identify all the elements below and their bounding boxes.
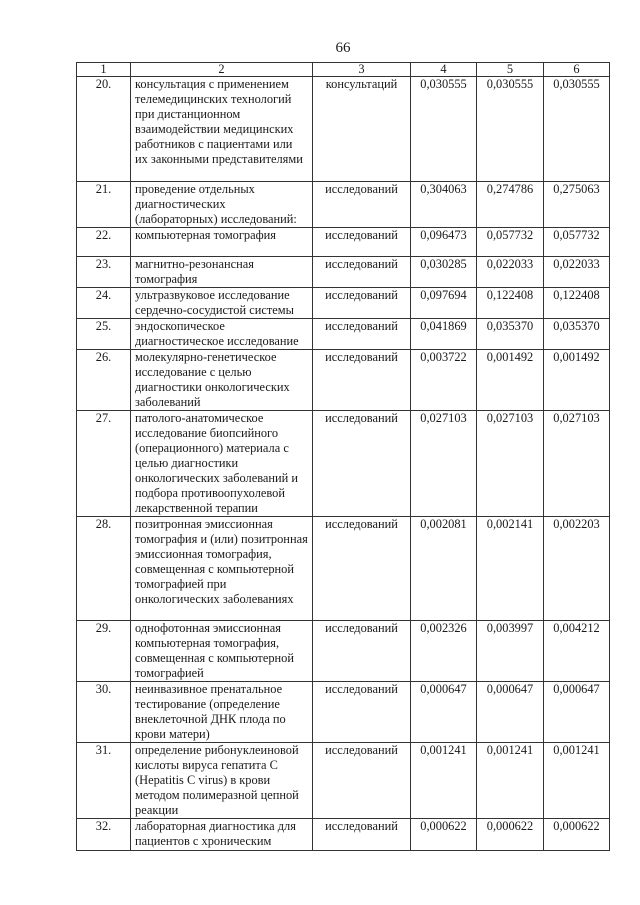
value-col-5: 0,274786 [477,182,544,228]
value-col-6: 0,004212 [544,621,610,682]
unit-of-measure: исследований [313,319,411,350]
unit-of-measure: исследований [313,228,411,257]
value-col-6: 0,001241 [544,743,610,819]
unit-of-measure: исследований [313,350,411,411]
value-col-6: 0,030555 [544,77,610,182]
page-number: 66 [335,40,351,56]
column-header-4: 4 [411,63,477,77]
service-name: определение рибонуклеиновой кислоты вируса гепатита C (Hepatitis C virus) в крови методом полимеразной цепной реакции [131,743,313,819]
value-col-5: 0,001241 [477,743,544,819]
value-col-5: 0,003997 [477,621,544,682]
service-name: эндоскопическое диагностическое исследование [131,319,313,350]
service-name: лабораторная диагностика для пациентов с хроническим [131,819,313,851]
service-name: магнитно-резонансная томография [131,257,313,288]
value-col-5: 0,035370 [477,319,544,350]
value-col-6: 0,001492 [544,350,610,411]
row-number: 28. [77,517,131,621]
service-name: патолого-анатомическое исследование биопсийного (операционного) материала с целью диагностики онкологических заболеваний и подбора противоопухолевой лекарственной терапии [131,411,313,517]
column-header-1: 1 [77,63,131,77]
unit-of-measure: исследований [313,517,411,621]
row-number: 22. [77,228,131,257]
value-col-4: 0,000647 [411,682,477,743]
value-col-5: 0,001492 [477,350,544,411]
table-row [77,288,610,319]
unit-of-measure: исследований [313,682,411,743]
column-header-5: 5 [477,63,544,77]
value-col-4: 0,097694 [411,288,477,319]
table-row [77,319,610,350]
row-number: 30. [77,682,131,743]
table-row [77,743,610,819]
value-col-6: 0,002203 [544,517,610,621]
row-number: 27. [77,411,131,517]
value-col-4: 0,304063 [411,182,477,228]
value-col-4: 0,030555 [411,77,477,182]
unit-of-measure: исследований [313,743,411,819]
service-name: проведение отдельных диагностических (лабораторных) исследований: [131,182,313,228]
value-col-5: 0,057732 [477,228,544,257]
value-col-6: 0,022033 [544,257,610,288]
value-col-6: 0,035370 [544,319,610,350]
value-col-5: 0,000647 [477,682,544,743]
service-name: молекулярно-генетическое исследование с целью диагностики онкологических заболеваний [131,350,313,411]
row-number: 21. [77,182,131,228]
table-row [77,411,610,517]
value-col-4: 0,002081 [411,517,477,621]
value-col-4: 0,030285 [411,257,477,288]
table-row [77,77,610,182]
unit-of-measure: исследований [313,819,411,851]
service-name: однофотонная эмиссионная компьютерная томография, совмещенная с компьютерной томографией [131,621,313,682]
row-number: 26. [77,350,131,411]
row-number: 25. [77,319,131,350]
table-row [77,228,610,257]
value-col-5: 0,002141 [477,517,544,621]
value-col-6: 0,000622 [544,819,610,851]
column-header-3: 3 [313,63,411,77]
service-name: компьютерная томография [131,228,313,257]
value-col-6: 0,122408 [544,288,610,319]
value-col-5: 0,022033 [477,257,544,288]
service-name: ультразвуковое исследование сердечно-сосудистой системы [131,288,313,319]
row-number: 32. [77,819,131,851]
value-col-4: 0,003722 [411,350,477,411]
value-col-4: 0,027103 [411,411,477,517]
row-number: 31. [77,743,131,819]
value-col-4: 0,041869 [411,319,477,350]
value-col-5: 0,000622 [477,819,544,851]
value-col-6: 0,027103 [544,411,610,517]
table-row [77,350,610,411]
service-name: неинвазивное пренатальное тестирование (определение внеклеточной ДНК плода по крови матери) [131,682,313,743]
unit-of-measure: консультаций [313,77,411,182]
value-col-6: 0,275063 [544,182,610,228]
row-number: 24. [77,288,131,319]
column-header-2: 2 [131,63,313,77]
value-col-6: 0,057732 [544,228,610,257]
value-col-5: 0,122408 [477,288,544,319]
table-row [77,257,610,288]
services-table [76,62,610,851]
service-name: позитронная эмиссионная томография и (или) позитронная эмиссионная томография, совмещенная с компьютерной томографией при онкологических заболеваниях [131,517,313,621]
unit-of-measure: исследований [313,182,411,228]
unit-of-measure: исследований [313,621,411,682]
row-number: 29. [77,621,131,682]
column-header-6: 6 [544,63,610,77]
table-row [77,621,610,682]
value-col-4: 0,002326 [411,621,477,682]
value-col-4: 0,000622 [411,819,477,851]
unit-of-measure: исследований [313,288,411,319]
row-number: 23. [77,257,131,288]
value-col-5: 0,030555 [477,77,544,182]
header-row [77,63,610,77]
unit-of-measure: исследований [313,257,411,288]
unit-of-measure: исследований [313,411,411,517]
table-row [77,517,610,621]
table-body [77,77,610,851]
value-col-5: 0,027103 [477,411,544,517]
service-name: консультация с применением телемедицинских технологий при дистанционном взаимодействии медицинских работников с пациентами или их законными представителями [131,77,313,182]
table-row [77,682,610,743]
table-row [77,819,610,851]
table-row [77,182,610,228]
value-col-6: 0,000647 [544,682,610,743]
row-number: 20. [77,77,131,182]
value-col-4: 0,001241 [411,743,477,819]
value-col-4: 0,096473 [411,228,477,257]
